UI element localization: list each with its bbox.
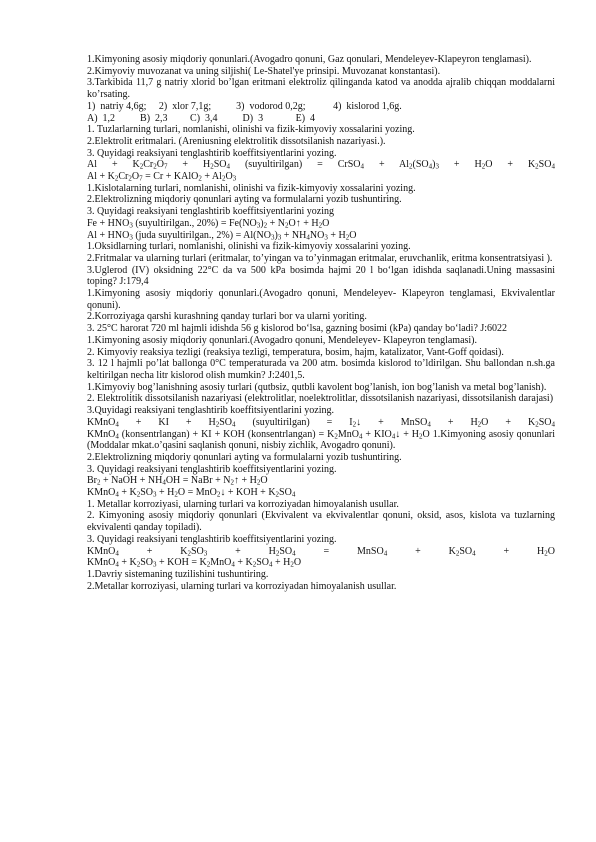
- text-line-34: 1. Metallar korroziyasi, ularning turlari va korroziyadan himoyalanish usullar.: [87, 498, 399, 510]
- text-line-35: 2. Kimyoning asosiy miqdoriy qonunlari (Ekvivalent va ekvivalentlar qonuni, oksid, asos, kislota va tuzlarning ekvivalenti qanday topiladi).: [87, 510, 555, 534]
- text-line-36: 3. Quyidagi reaksiyani tenglashtirib koeffitsiyentlarini yozing.: [87, 533, 337, 545]
- text-line-40: 2.Metallar korroziyasi, ularning turlari va korroziyadan himoyalanish usullar.: [87, 580, 397, 592]
- text-line-16: 1.Oksidlarning turlari, nomlanishi, olinishi va fizik-kimyoviy xossalarini yozing.: [87, 241, 411, 253]
- text-line-10: $Al + K_2Cr_2O_7 = Cr$ + KAlO$_2$ + $Al_2O_3$: [87, 171, 237, 183]
- text-line-30: 2.Elektrolizning miqdoriy qonunlari ayting va formulalarni yozib tushuntiring.: [87, 451, 402, 463]
- text-line-2: 2.Kimyoviy muvozanat va uning siljishi( Le-Shatel'ye prinsipi. Muvozanat konstantasi).: [87, 65, 441, 77]
- text-line-27: 3.Quyidagi reaksiyani tenglashtirib koeffitsiyentlarini yozing.: [87, 405, 334, 417]
- text-line-6: 1. Tuzlarlarning turlari, nomlanishi, olinishi va fizik-kimyoviy xossalarini yozing.: [87, 124, 415, 136]
- text-line-22: 1.Kimyoning asosiy miqdoriy qonunlari.(Avogadro qonuni, Mendeleyev- Klapeyron tenglamasi).: [87, 334, 478, 346]
- text-line-21: 3. 25°C harorat 720 ml hajmli idishda 56 g kislorod bo‘lsa, gazning bosimi (kPa) qanday bo‘ladi? J:6022: [87, 323, 508, 335]
- text-line-18: 3.Uglerod (IV) oksidning 22°C da va 500 kPa bosimda hajmi 20 l bo‘lgan idishda saqlanadi.Uning massasini toping? J:179,4: [87, 264, 555, 288]
- text-line-7: 2.Elektrolit eritmalari. (Areniusning elektrolitik dissotsilanish nazariyasi.).: [87, 135, 386, 147]
- text-line-25: 1.Kimyoviy bog’lanishning asosiy turlari (qutbsiz, qutbli kavolent bog’lanish, ion bog’lanish va metal bog’lanish).: [87, 381, 547, 393]
- text-line-20: 2.Korroziyaga qarshi kurashning qanday turlari bor va ularni yoriting.: [87, 311, 367, 323]
- text-line-33: KMnO$_4$ + $K_2SO_3 + H_2O$ = MnO$_2$↓ + KOH + $K_2SO_4$: [87, 487, 296, 499]
- text-line-32: $Br_2$ + NaOH + $NH_4OH$ = NaBr + $N_2↑ + H_2O$: [87, 475, 268, 487]
- text-line-17: 2.Fritmalar va ularning turlari (eritmalar, to’yingan va to’yinmagan eritmalar, eruvchanlik, eritma konsentratsiyasi ).: [87, 252, 553, 264]
- document-page: [87, 54, 555, 592]
- text-line-37: KMnO$_4$ + $K_2SO_3 + H_2SO_4$ = MnSO$_4$ + $K_2SO_4 + H_2O$: [87, 545, 555, 558]
- text-line-15: $Al + HNO_3$ (juda suyultirilgan., $2\%) = Al(NO_3)_3 + NH_4NO_3 + H_2O$: [87, 229, 357, 242]
- text-line-9: $Al + K_2Cr_2O_7 + H_2SO_4$ (suyultirilgan) = CrSO$_4$ + $Al_2(SO_4)_3 + H_2O + K_2SO_4$: [87, 159, 555, 171]
- text-line-38: KMnO$_4$ + $K_2SO_3$ + KOH = $K_2MnO_4 + K_2SO_4 + H_2O$: [87, 557, 302, 569]
- text-line-4: 1) natriy 4,6g; 2) xlor 7,1g; 3) vodorod 0,2g; 4) kislorod 1,6g.: [87, 100, 402, 112]
- text-line-3: 3.Tarkibida 11,7 g natriy xlorid bo’lgan eritmani elektroliz qilinganda katod va anodda ajralib chiqqan moddalarni ko’rsating.: [87, 77, 555, 101]
- text-line-14: $Fe + HNO_3$ (suyultirilgan., $20\%) = Fe(NO_3)_2$ + $N_2O↑ + H_2O$: [87, 217, 330, 230]
- text-line-24: 3. 12 l hajmli po’lat ballonga 0°C temperaturada va 200 atm. bosimda kislorod to’ldirilgan. Shu ballondan n.sh.ga keltirilgan necha litr kislorod olish mumkin? J:2401,5.: [87, 358, 555, 381]
- text-line-19: 1.Kimyoning asosiy miqdoriy qonunlari.(Avogadro qonuni, Mendeleyev- Klapeyron tenglamasi, Ekvivalentlar qonuni).: [87, 288, 555, 311]
- text-line-29: KMnO$_4$ (konsentrlangan) + KI + KOH (konsentrlangan) = $K_2MnO_4$ + $KIO_4↓ + H_2O$ 1.Kimyoning asosiy qonunlari (Moddalar mkat.o’qasini saqlanish qonuni, nisbiy zichlik, Avogadro qonuni).: [87, 428, 555, 452]
- text-line-28: KMnO$_4$ + KI + $H_2SO_4$ (suyultirilgan) = $I_2↓$ + MnSO$_4$ + $H_2O + K_2SO_4$: [87, 416, 555, 429]
- text-line-39: 1.Davriy sistemaning tuzilishini tushuntiring.: [87, 568, 269, 580]
- text-line-12: 2.Elektrolizning miqdoriy qonunlari ayting va formulalarni yozib tushuntiring.: [87, 194, 402, 206]
- text-line-11: 1.Kislotalarning turlari, nomlanishi, olinishi va fizik-kimyoviy xossalarini yozing.: [87, 182, 416, 194]
- text-line-5: A) 1,2 B) 2,3 C) 3,4 D) 3 E) 4: [87, 112, 316, 124]
- text-line-26: 2. Elektrolitik dissotsilanish nazariyasi (elektrolitlar, noelektrolitlar, dissotsilanish nazariyasi, dissotsilanish darajasi): [87, 393, 554, 405]
- text-line-23: 2. Kimyoviy reaksiya tezligi (reaksiya tezligi, temperatura, bosim, hajm, katalizator, Vant-Goff qoidasi).: [87, 346, 504, 358]
- text-line-8: 3. Quyidagi reaksiyani tenglashtirib koeffitsiyentlarini yozing.: [87, 147, 337, 159]
- text-line-31: 3. Quyidagi reaksiyani tenglashtirib koeffitsiyentlarini yozing.: [87, 463, 337, 475]
- text-line-1: 1.Kimyoning asosiy miqdoriy qonunlari.(Avogadro qonuni, Gaz qonulari, Mendeleyev-Klapeyron tenglamasi).: [87, 54, 532, 65]
- text-line-13: 3. Quyidagi reaksiyani tenglashtirib koeffitsiyentlarini yozing: [87, 206, 334, 218]
